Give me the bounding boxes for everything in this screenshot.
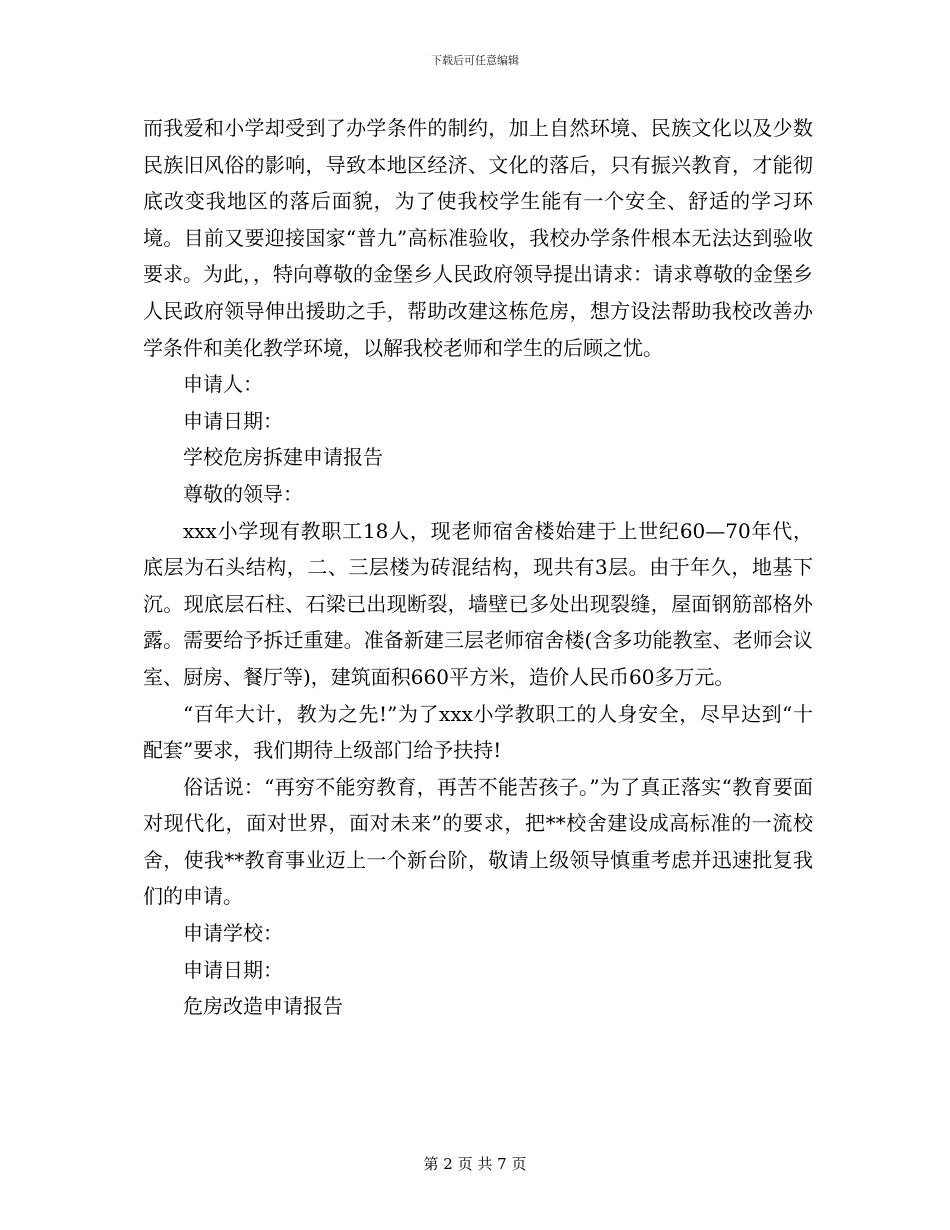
paragraph-education-first: “百年大计，教为之先!”为了xxx小学教职工的人身安全，尽早达到“十配套”要求，我们期待上级部门给予扶持! bbox=[143, 701, 813, 763]
application-date-label: 申请日期： bbox=[183, 408, 283, 433]
page-number: 第 2 页 共 7 页 bbox=[423, 1155, 527, 1173]
application-date-label-2: 申请日期： bbox=[183, 957, 283, 982]
document-body bbox=[143, 110, 813, 1025]
report-title: 学校危房拆建申请报告 bbox=[183, 445, 383, 470]
applicant-school-label: 申请学校： bbox=[183, 921, 283, 946]
paragraph-building-description: xxx小学现有教职工18人，现老师宿舍楼始建于上世纪60—70年代，底层为石头结构，二、三层楼为砖混结构，现共有3层。由于年久，地基下沉。现底层石柱、石梁已出现断裂，墙壁已多处出现裂缝，屋面钢筋部格外露。需要给予拆迁重建。准备新建三层老师宿舍楼(含多功能教室、老师会议室、厨房、餐厅等)，建筑面积660平方米，造价人民币60多万元。 bbox=[143, 518, 813, 689]
salutation: 尊敬的领导： bbox=[183, 481, 303, 506]
next-report-title: 危房改造申请报告 bbox=[183, 994, 343, 1019]
applicant-label: 申请人： bbox=[183, 372, 263, 397]
paragraph-continued: 而我爱和小学却受到了办学条件的制约，加上自然环境、民族文化以及少数民族旧风俗的影响，导致本地区经济、文化的落后，只有振兴教育，才能彻底改变我地区的落后面貌，为了使我校学生能有一个安全、舒适的学习环境。目前又要迎接国家“普九”高标准验收，我校办学条件根本无法达到验收要求。为此，，特向尊敬的金堡乡人民政府领导提出请求：请求尊敬的金堡乡人民政府领导伸出援助之手，帮助改建这栋危房，想方设法帮助我校改善办学条件和美化教学环境，以解我校老师和学生的后顾之忧。 bbox=[143, 116, 813, 360]
header-note: 下载后可任意编辑 bbox=[431, 54, 519, 67]
paragraph-request: 俗话说：“再穷不能穷教育，再苦不能苦孩子。”为了真正落实“教育要面对现代化，面对世界，面对未来”的要求，把**校舍建设成高标准的一流校舍，使我**教育事业迈上一个新台阶，敬请上级领导慎重考虑并迅速批复我们的申请。 bbox=[143, 774, 813, 909]
